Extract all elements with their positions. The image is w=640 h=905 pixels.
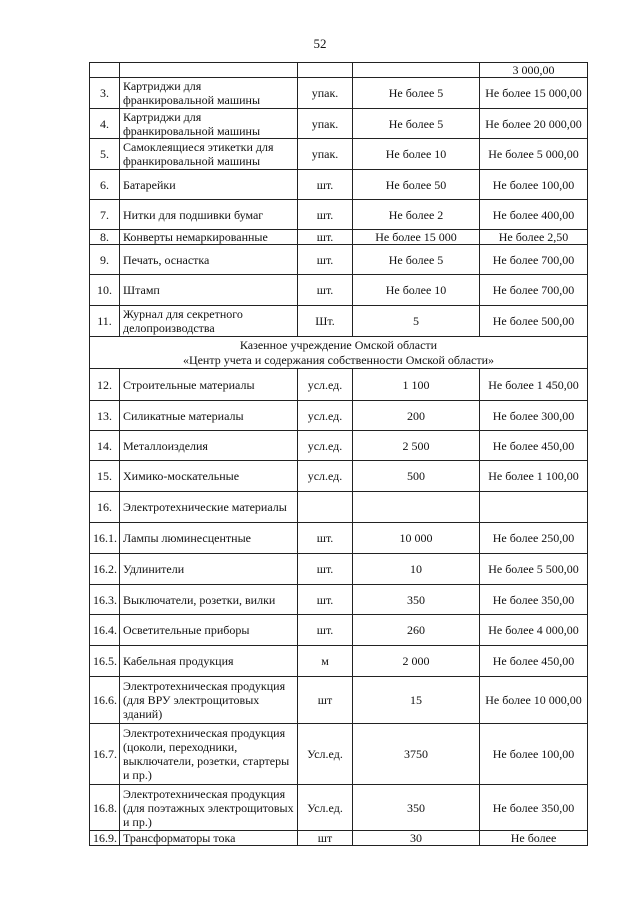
table-row xyxy=(90,831,588,846)
table-row xyxy=(90,139,588,170)
cell-qty: Не более 10 xyxy=(353,139,480,170)
cell-unit: шт xyxy=(298,677,353,724)
cell-name: Нитки для подшивки бумаг xyxy=(120,200,298,230)
cell-unit: Шт. xyxy=(298,306,353,337)
cell-num: 16.2. xyxy=(90,554,120,585)
cell-qty: 260 xyxy=(353,615,480,646)
cell-unit: шт. xyxy=(298,615,353,646)
cell-price: Не более 500,00 xyxy=(480,306,588,337)
cell-price: Не более 450,00 xyxy=(480,646,588,677)
cell-name: Картриджи для франкировальной машины xyxy=(120,78,298,109)
cell-price: Не более xyxy=(480,831,588,846)
page-number: 52 xyxy=(313,36,327,51)
cell-price: Не более 300,00 xyxy=(480,401,588,431)
cell-qty xyxy=(353,492,480,523)
cell-unit: Усл.ед. xyxy=(298,724,353,785)
cell-unit: шт. xyxy=(298,170,353,200)
cell-price: Не более 700,00 xyxy=(480,245,588,275)
cell-name: Электротехническая продукция (для ВРУ электрощитовых зданий) xyxy=(120,677,298,724)
cell-qty: Не более 5 xyxy=(353,78,480,109)
table-row xyxy=(90,523,588,554)
cell-unit: шт. xyxy=(298,230,353,245)
cell-qty: 500 xyxy=(353,461,480,492)
table-row xyxy=(90,369,588,401)
cell-name: Электротехническая продукция (цоколи, переходники, выключатели, розетки, стартеры и пр.) xyxy=(120,724,298,785)
cell-num: 16.7. xyxy=(90,724,120,785)
cell-qty: Не более 5 xyxy=(353,109,480,139)
cell-num: 16.4. xyxy=(90,615,120,646)
cell-name: Самоклеящиеся этикетки для франкировальной машины xyxy=(120,139,298,170)
cell-name: Кабельная продукция xyxy=(120,646,298,677)
table-row xyxy=(90,724,588,785)
table-row xyxy=(90,646,588,677)
table-row xyxy=(90,615,588,646)
cell-num: 14. xyxy=(90,431,120,461)
cell-price: Не более 100,00 xyxy=(480,170,588,200)
cell-unit: упак. xyxy=(298,109,353,139)
cell-name: Картриджи для франкировальной машины xyxy=(120,109,298,139)
table-row xyxy=(90,245,588,275)
cell-num: 5. xyxy=(90,139,120,170)
cell-unit: упак. xyxy=(298,139,353,170)
cell-unit: шт. xyxy=(298,523,353,554)
cell-num: 16.5. xyxy=(90,646,120,677)
table-row xyxy=(90,785,588,831)
table-row xyxy=(90,78,588,109)
cell-num: 13. xyxy=(90,401,120,431)
cell-unit: шт xyxy=(298,831,353,846)
cell-qty: Не более 2 xyxy=(353,200,480,230)
cell-qty: 1 100 xyxy=(353,369,480,401)
cell-num: 16.6. xyxy=(90,677,120,724)
table-row xyxy=(90,275,588,306)
table-row xyxy=(90,554,588,585)
cell-name: Осветительные приборы xyxy=(120,615,298,646)
cell-name: Металлоизделия xyxy=(120,431,298,461)
cell-name: Батарейки xyxy=(120,170,298,200)
cell-price: Не более 100,00 xyxy=(480,724,588,785)
cell-price: Не более 5 500,00 xyxy=(480,554,588,585)
table-row xyxy=(90,431,588,461)
cell-qty: 5 xyxy=(353,306,480,337)
section-heading xyxy=(90,337,588,369)
cell-qty: Не более 50 xyxy=(353,170,480,200)
cell-qty: 350 xyxy=(353,585,480,615)
cell-price: Не более 1 450,00 xyxy=(480,369,588,401)
section-row xyxy=(90,337,588,369)
table-row-top xyxy=(90,63,588,78)
cell-price: Не более 350,00 xyxy=(480,785,588,831)
cell-price: Не более 400,00 xyxy=(480,200,588,230)
cell-num-empty xyxy=(90,63,120,78)
cell-price: Не более 15 000,00 xyxy=(480,78,588,109)
cell-price: Не более 1 100,00 xyxy=(480,461,588,492)
cell-qty: 350 xyxy=(353,785,480,831)
cell-unit: Усл.ед. xyxy=(298,785,353,831)
cell-name: Силикатные материалы xyxy=(120,401,298,431)
cell-name-empty xyxy=(120,63,298,78)
cell-num: 9. xyxy=(90,245,120,275)
table-row xyxy=(90,585,588,615)
cell-qty: 15 xyxy=(353,677,480,724)
cell-price: Не более 5 000,00 xyxy=(480,139,588,170)
table-row xyxy=(90,109,588,139)
cell-qty: Не более 10 xyxy=(353,275,480,306)
cell-price: Не более 4 000,00 xyxy=(480,615,588,646)
cell-name: Печать, оснастка xyxy=(120,245,298,275)
cell-price: Не более 2,50 xyxy=(480,230,588,245)
cell-price: Не более 700,00 xyxy=(480,275,588,306)
cell-unit xyxy=(298,492,353,523)
cell-name: Журнал для секретного делопроизводства xyxy=(120,306,298,337)
cell-name: Штамп xyxy=(120,275,298,306)
table-row xyxy=(90,170,588,200)
table-row xyxy=(90,677,588,724)
cell-price: 3 000,00 xyxy=(480,63,588,78)
cell-unit: усл.ед. xyxy=(298,369,353,401)
cell-unit: шт. xyxy=(298,554,353,585)
cell-qty: 30 xyxy=(353,831,480,846)
cell-price: Не более 20 000,00 xyxy=(480,109,588,139)
cell-num: 6. xyxy=(90,170,120,200)
cell-name: Трансформаторы тока xyxy=(120,831,298,846)
table-row xyxy=(90,461,588,492)
cell-unit: усл.ед. xyxy=(298,431,353,461)
cell-num: 16.3. xyxy=(90,585,120,615)
cell-qty: Не более 5 xyxy=(353,245,480,275)
cell-price: Не более 10 000,00 xyxy=(480,677,588,724)
cell-qty: 2 000 xyxy=(353,646,480,677)
cell-name: Лампы люминесцентные xyxy=(120,523,298,554)
cell-num: 15. xyxy=(90,461,120,492)
cell-num: 3. xyxy=(90,78,120,109)
cell-qty: 200 xyxy=(353,401,480,431)
cell-num: 16.1. xyxy=(90,523,120,554)
cell-name: Конверты немаркированные xyxy=(120,230,298,245)
cell-price xyxy=(480,492,588,523)
cell-qty: Не более 15 000 xyxy=(353,230,480,245)
cell-num: 12. xyxy=(90,369,120,401)
items-table xyxy=(89,62,588,846)
cell-qty: 10 000 xyxy=(353,523,480,554)
cell-unit: м xyxy=(298,646,353,677)
cell-num: 4. xyxy=(90,109,120,139)
cell-name: Электротехническая продукция (для поэтажных электрощитовых и пр.) xyxy=(120,785,298,831)
cell-qty-empty xyxy=(353,63,480,78)
cell-name: Выключатели, розетки, вилки xyxy=(120,585,298,615)
cell-price: Не более 250,00 xyxy=(480,523,588,554)
cell-num: 7. xyxy=(90,200,120,230)
cell-price: Не более 350,00 xyxy=(480,585,588,615)
table-row xyxy=(90,230,588,245)
cell-num: 16.9. xyxy=(90,831,120,846)
cell-num: 11. xyxy=(90,306,120,337)
cell-unit: шт. xyxy=(298,200,353,230)
cell-num: 8. xyxy=(90,230,120,245)
section-heading-line: Казенное учреждение Омской области xyxy=(239,337,438,352)
cell-unit: усл.ед. xyxy=(298,401,353,431)
cell-name: Строительные материалы xyxy=(120,369,298,401)
cell-unit: шт. xyxy=(298,585,353,615)
section-heading-line: «Центр учета и содержания собственности Омской области» xyxy=(182,352,495,367)
cell-name: Электротехнические материалы xyxy=(120,492,298,523)
cell-qty: 3750 xyxy=(353,724,480,785)
cell-qty: 10 xyxy=(353,554,480,585)
cell-unit-empty xyxy=(298,63,353,78)
cell-name: Химико-москательные xyxy=(120,461,298,492)
cell-num: 16. xyxy=(90,492,120,523)
cell-num: 16.8. xyxy=(90,785,120,831)
cell-unit: шт. xyxy=(298,275,353,306)
cell-price: Не более 450,00 xyxy=(480,431,588,461)
cell-unit: упак. xyxy=(298,78,353,109)
table-row xyxy=(90,200,588,230)
cell-unit: усл.ед. xyxy=(298,461,353,492)
cell-name: Удлинители xyxy=(120,554,298,585)
table-row xyxy=(90,492,588,523)
items-table-body xyxy=(90,63,588,846)
table-row xyxy=(90,401,588,431)
cell-qty: 2 500 xyxy=(353,431,480,461)
cell-num: 10. xyxy=(90,275,120,306)
cell-unit: шт. xyxy=(298,245,353,275)
table-row xyxy=(90,306,588,337)
